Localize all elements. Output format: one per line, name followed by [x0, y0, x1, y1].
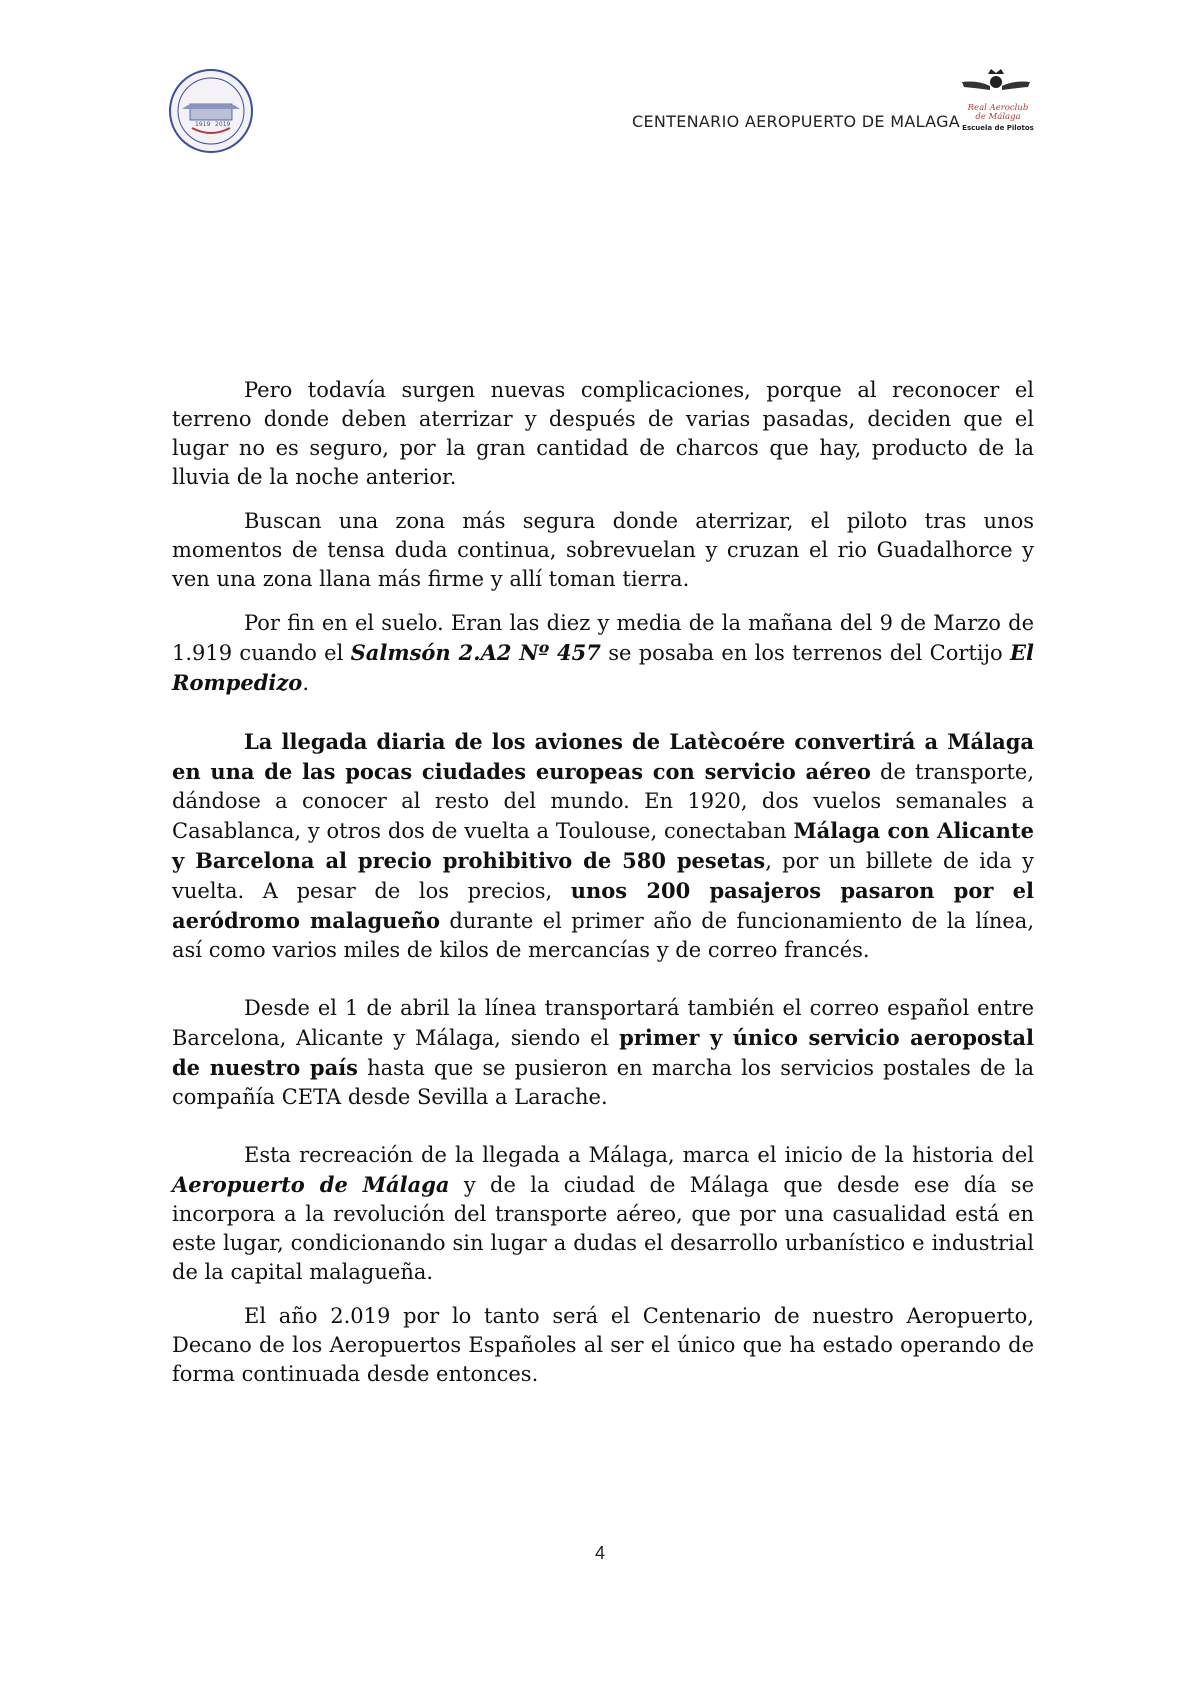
- svg-text:de Málaga: de Málaga: [975, 112, 1021, 122]
- paragraph-7: El año 2.019 por lo tanto será el Centenario de nuestro Aeropuerto, Decano de los Aeropuertos Españoles al ser el único que ha estado operando de forma continuada desde entonces.: [172, 1304, 1034, 1386]
- svg-text:1919: 1919: [195, 121, 211, 128]
- centenary-seal-icon: [168, 68, 254, 154]
- airport-name-emphasis: Aeropuerto de Málaga: [172, 1172, 450, 1197]
- paragraph-1: Pero todavía surgen nuevas complicaciones, porque al reconocer el terreno donde deben aterrizar y después de varias pasadas, deciden que el lugar no es seguro, por la gran cantidad de charcos que hay, producto de la lluvia de la noche anterior.: [172, 378, 1034, 489]
- aeroclub-logo: [958, 68, 1034, 134]
- svg-text:Real Aeroclub: Real Aeroclub: [967, 103, 1029, 113]
- page-number: 4: [594, 1543, 605, 1563]
- paragraph-3: Por fin en el suelo. Eran las diez y media de la mañana del 9 de Marzo de 1.919 cuando el Salmsón 2.A2 Nº 457 se posaba en los terrenos del Cortijo El Rompedizo.: [172, 611, 1034, 695]
- paragraph-5: Desde el 1 de abril la línea transportará también el correo español entre Barcelona, Alicante y Málaga, siendo el primer y único servicio aeropostal de nuestro país hasta que se pusieron en marcha los servicios postales de la compañía CETA desde Sevilla a Larache.: [172, 996, 1035, 1109]
- document-header-title: CENTENARIO AEROPUERTO DE MALAGA: [632, 112, 961, 131]
- document-body: [172, 376, 1034, 1389]
- paragraph-4: La llegada diaria de los aviones de Latècoére convertirá a Málaga en una de las pocas ciudades europeas con servicio aéreo de transporte, dándose a conocer al resto del mundo. En 1920, dos vuelos semanales a Casablanca, y otros dos de vuelta a Toulouse, conectaban Málaga con Alicante y Barcelona al precio prohibitivo de 580 pesetas, por un billete de ida y vuelta. A pesar de los precios, unos 200 pasajeros pasaron por el aeródromo malagueño durante el primer año de funcionamiento de la línea, así como varios miles de kilos de mercancías y de correo francés.: [172, 729, 1035, 962]
- aeroclub-wings-crown-icon: [958, 68, 1034, 134]
- paragraph-2: Buscan una zona más segura donde aterrizar, el piloto tras unos momentos de tensa duda continua, sobrevuelan y cruzan el rio Guadalhorce y ven una zona llana más firme y allí toman tierra.: [172, 509, 1034, 591]
- paragraph-6: Esta recreación de la llegada a Málaga, marca el inicio de la historia del Aeropuerto de Málaga y de la ciudad de Málaga que desde ese día se incorpora a la revolución del transporte aéreo, que por una casualidad está en este lugar, condicionando sin lugar a dudas el desarrollo urbanístico e industrial de la capital malagueña.: [172, 1143, 1034, 1284]
- centenary-seal-logo: [168, 68, 254, 154]
- svg-text:Escuela de Pilotos: Escuela de Pilotos: [962, 124, 1034, 132]
- svg-text:2019: 2019: [215, 121, 231, 128]
- aircraft-model-emphasis: Salmsón 2.A2 Nº 457: [350, 640, 601, 665]
- farm-name-emphasis: El Rompedizo: [172, 640, 1034, 695]
